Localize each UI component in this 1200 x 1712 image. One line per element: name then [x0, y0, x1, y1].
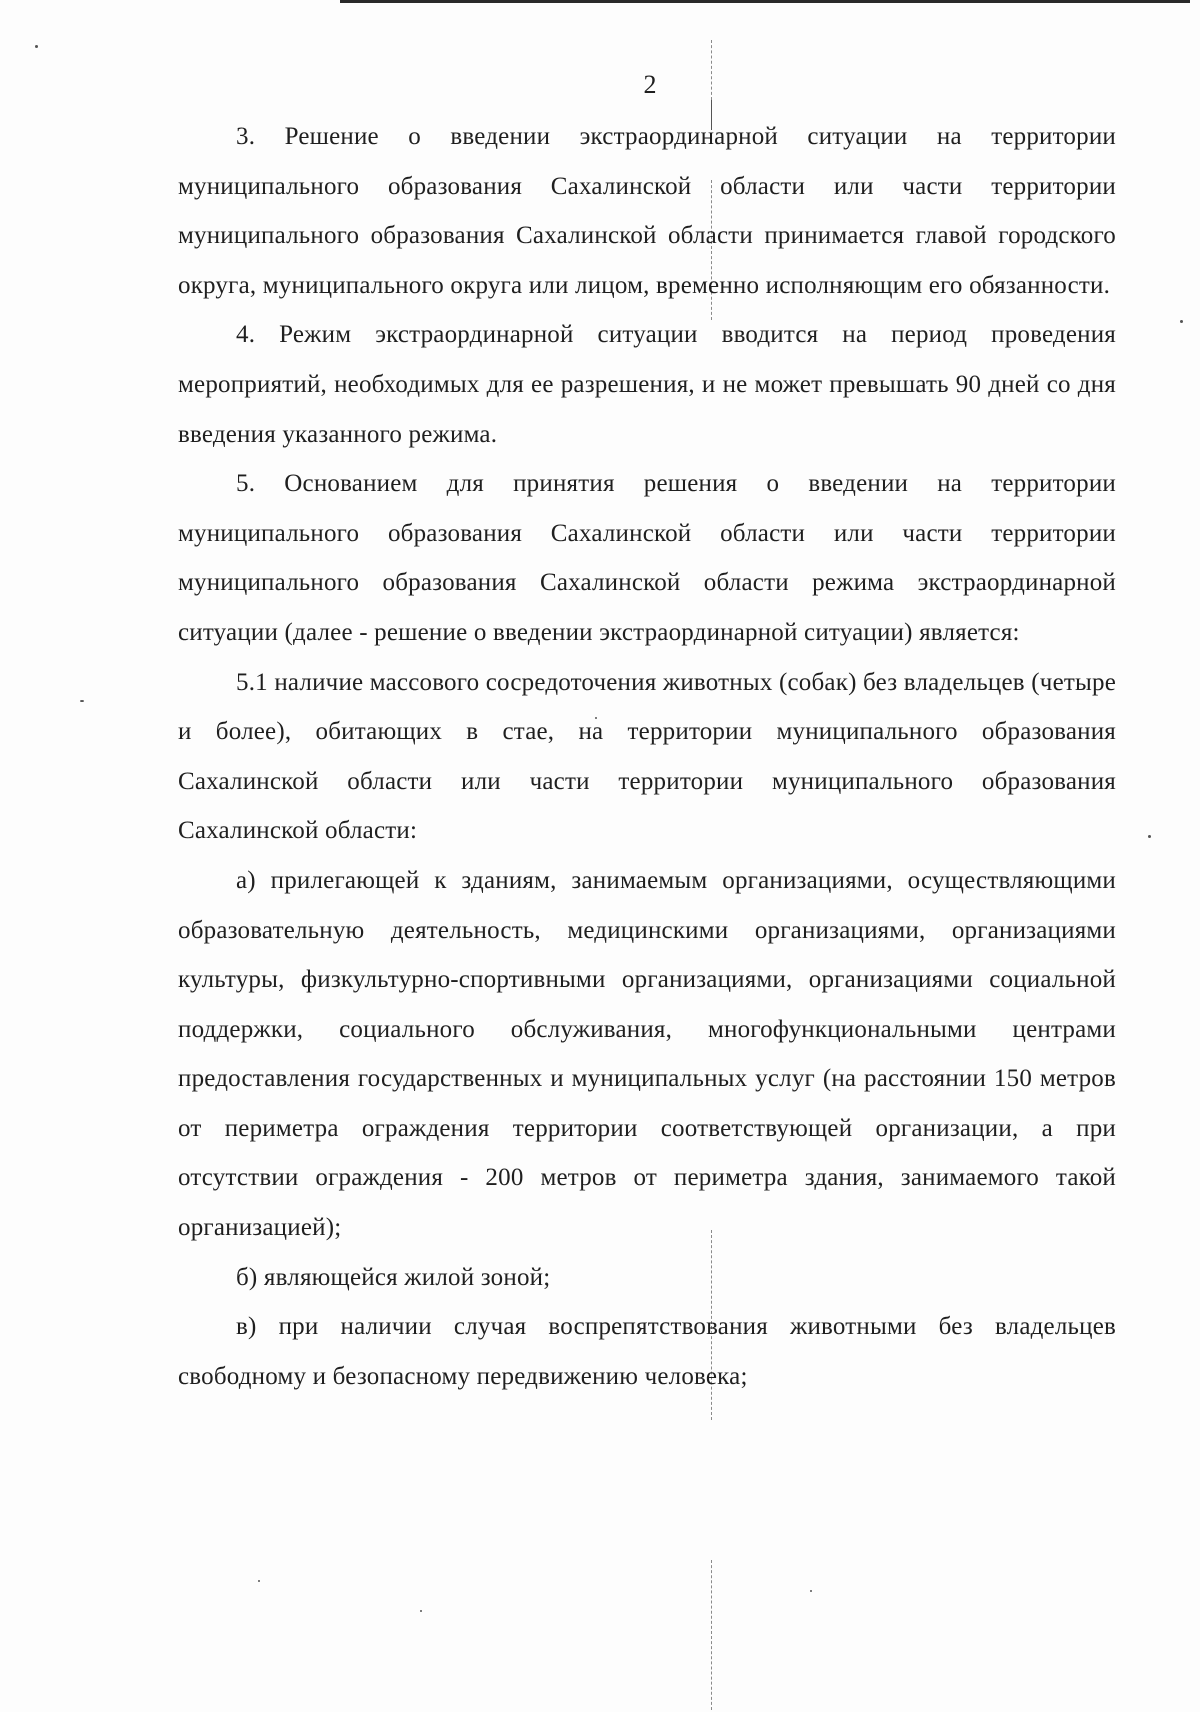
top-border-line: [340, 0, 1190, 3]
scan-speck: [420, 1610, 422, 1612]
scan-speck: [258, 1580, 260, 1582]
paragraph-a: а) прилегающей к зданиям, занимаемым организациями, осуществляющими образовательную деятельность, медицинскими организациями, организациями культуры, физкультурно-спортивными организациями, организациями социальной поддержки, социального обслуживания, многофункциональными центрами предоставления государственных и муниципальных услуг (на расстоянии 150 метров от периметра ограждения территории соответствующей организации, а при отсутствии ограждения - 200 метров от периметра здания, занимаемого такой организацией);: [178, 866, 1116, 1242]
paragraph-5-1: 5.1 наличие массового сосредоточения животных (собак) без владельцев (четыре и более), обитающих в стае, на территории муниципального образования Сахалинской области или части территории муниципального образования Сахалинской области:: [178, 668, 1116, 845]
paragraph-4: 4. Режим экстраординарной ситуации вводится на период проведения мероприятий, необходимых для ее разрешения, и не может превышать 90 дней со дня введения указанного режима.: [178, 321, 1116, 448]
scan-speck: [810, 1590, 812, 1592]
document-body: [178, 112, 1116, 1401]
paragraph-b: б) являющейся жилой зоной;: [236, 1263, 551, 1291]
paragraph-3: 3. Решение о введении экстраординарной ситуации на территории муниципального образования Сахалинской области или части территории муниципального образования Сахалинской области принимается главой городского округа, муниципального округа или лицом, временно исполняющим его обязанности.: [178, 123, 1116, 299]
scan-artifact-line: [711, 1560, 712, 1710]
paragraph-5: 5. Основанием для принятия решения о введении на территории муниципального образования Сахалинской области или части территории муниципального образования Сахалинской области режима экстраординарной ситуации (далее - решение о введении экстраординарной ситуации) является:: [178, 470, 1116, 646]
scan-speck: [1180, 320, 1183, 323]
scan-speck: [80, 700, 84, 702]
page-number: 2: [643, 70, 657, 99]
scan-speck: [35, 45, 38, 48]
paragraph-v: в) при наличии случая воспрепятствования животными без владельцев свободному и безопасному передвижению человека;: [178, 1313, 1116, 1390]
scan-speck: [1148, 835, 1151, 838]
